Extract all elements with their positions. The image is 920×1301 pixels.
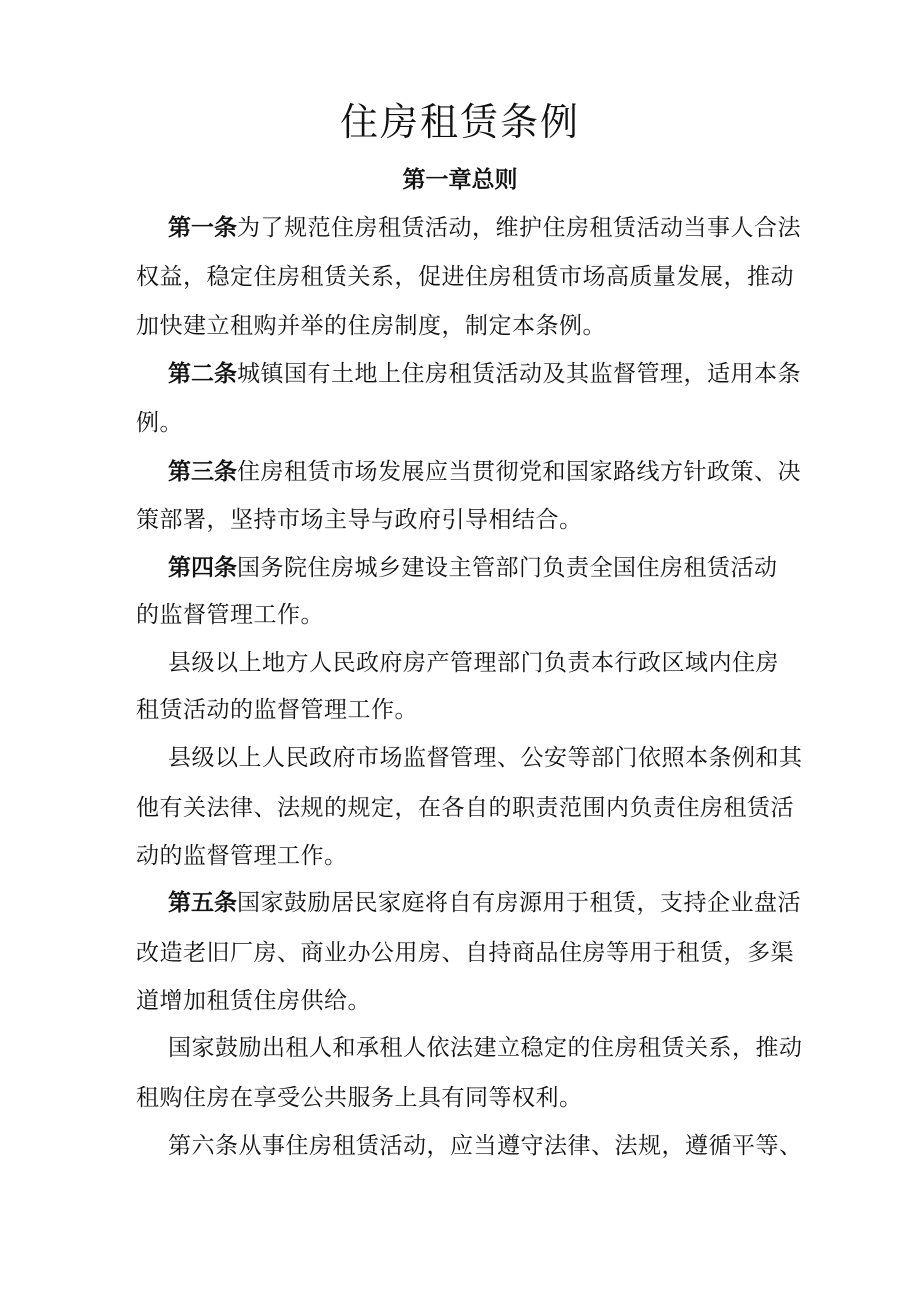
article-6-line-1: 第六条从事住房租赁活动，应当遵守法律、法规，遵循平等、: [168, 1133, 803, 1159]
article-4-line-1: [168, 552, 796, 584]
article-label: 第五条: [168, 890, 237, 916]
article-1-line-2: 权益，稳定住房租赁关系，促进住房租赁市场高质量发展，推动: [136, 264, 794, 290]
article-5-line-3: 道增加租赁住房供给。: [136, 988, 371, 1014]
article-4-para-3-line-2: 他有关法律、法规的规定，在各自的职责范围内负责住房租赁活: [136, 795, 794, 821]
article-text: 城镇国有土地上住房租赁活动及其监督管理，适用本条: [237, 361, 801, 387]
article-4-para-3-line-1: 县级以上人民政府市场监督管理、公安等部门依照本条例和其: [168, 745, 803, 771]
article-5-line-1: [168, 887, 801, 919]
article-label: 第三条: [168, 459, 237, 485]
article-5-para-2-line-1: 国家鼓励出租人和承租人依法建立稳定的住房租赁关系，推动: [168, 1035, 803, 1061]
article-2-line-2: 例。: [136, 410, 183, 436]
article-text: 住房租赁市场发展应当贯彻党和国家路线方针政策、决: [237, 459, 801, 485]
article-1-line-1: [168, 212, 801, 244]
article-3-line-2: 策部署，坚持市场主导与政府引导相结合。: [136, 507, 583, 533]
article-4-para-2-line-1: 县级以上地方人民政府房产管理部门负责本行政区域内住房: [168, 650, 779, 676]
article-2-line-1: [168, 358, 801, 390]
article-5-para-2-line-2: 租购住房在享受公共服务上具有同等权利。: [136, 1085, 583, 1111]
article-label: 第一条: [168, 215, 237, 241]
chapter-heading: 第一章总则: [402, 167, 518, 193]
article-4-line-2: 的监督管理工作。: [136, 602, 324, 628]
document-title: 住房租赁条例: [339, 100, 580, 144]
article-label: 第二条: [168, 361, 237, 387]
article-label: 第四条: [168, 555, 237, 581]
article-3-line-1: [168, 456, 801, 488]
article-text: 国务院住房城乡建设主管部门负责全国住房租赁活动: [237, 555, 778, 581]
article-5-line-2: 改造老旧厂房、商业办公用房、自持商品住房等用于租赁，多渠: [136, 940, 794, 966]
article-text: 国家鼓励居民家庭将自有房源用于租赁，支持企业盘活: [237, 890, 801, 916]
article-1-line-3: 加快建立租购并举的住房制度，制定本条例。: [136, 313, 606, 339]
article-4-para-3-line-3: 动的监督管理工作。: [136, 843, 348, 869]
article-4-para-2-line-2: 租赁活动的监督管理工作。: [136, 697, 418, 723]
article-text: 为了规范住房租赁活动，维护住房租赁活动当事人合法: [237, 215, 801, 241]
